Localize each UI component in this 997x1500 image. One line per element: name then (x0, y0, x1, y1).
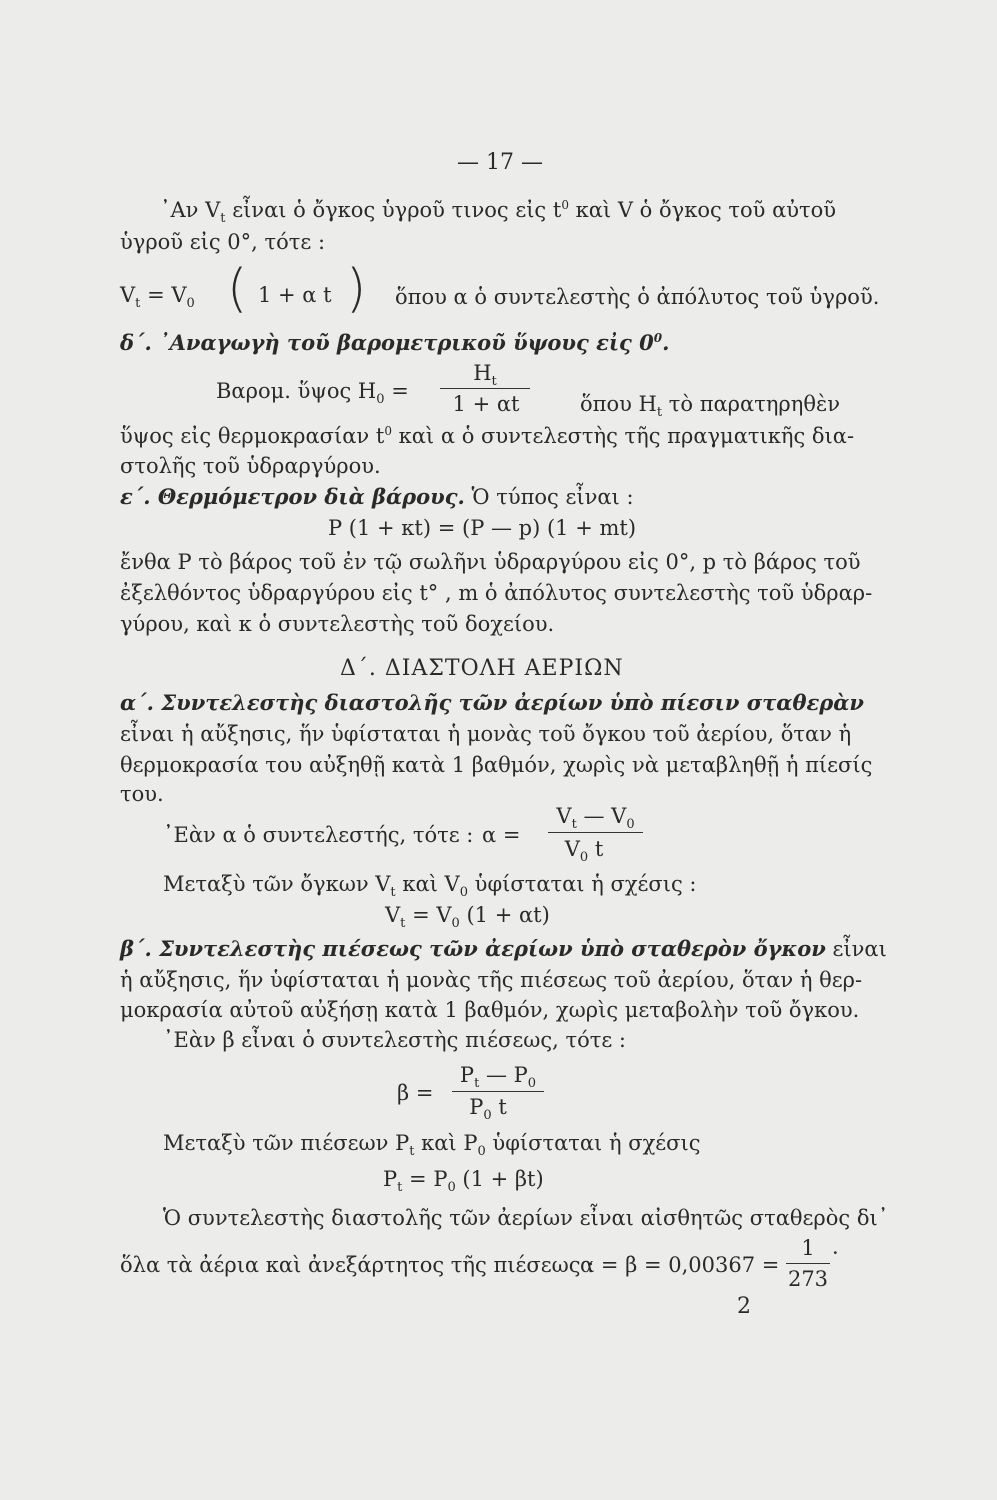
formula: Βαρομ. ὕψος $H_0$ = (216, 379, 409, 407)
text-line: μοκρασία αὐτοῦ αὐξήσῃ κατὰ 1 βαθμόν, χωρὶς μεταβολὴν τοῦ ὄγκου. (120, 998, 860, 1022)
paren-left: ( (227, 259, 248, 319)
paren-right: ) (346, 259, 367, 319)
fraction-denominator: 273 (787, 1267, 829, 1291)
subsection-heading: ε΄. Θερμόμετρον διὰ βάρους. Ὁ τύπος εἶναι : (120, 484, 634, 509)
formula-dot: · (832, 1241, 839, 1265)
formula: α = β = 0,00367 = (580, 1253, 780, 1277)
subsection-heading: α΄. Συντελεστὴς διαστολῆς τῶν ἀερίων ὑπὸ πίεσιν σταθερὰν (120, 690, 864, 715)
text-line: ᾿Εὰν α ὁ συντελεστής, τότε : (163, 823, 474, 847)
text-line: Ὁ συντελεστὴς διαστολῆς τῶν ἀερίων εἶναι αἰσθητῶς σταθερὸς δι᾿ (163, 1206, 889, 1230)
fraction-bar (548, 832, 643, 833)
text-line: στολῆς τοῦ ὑδραργύρου. (120, 454, 381, 478)
text-line: ᾿Εὰν β εἶναι ὁ συντελεστὴς πιέσεως, τότε : (163, 1028, 626, 1052)
fraction-numerator: 1 (801, 1236, 815, 1260)
page-header: — 17 — (457, 150, 543, 175)
text-line: θερμοκρασία του αὐξηθῇ κατὰ 1 βαθμόν, χωρὶς νὰ μεταβληθῇ ἡ πίεσίς (120, 753, 873, 777)
text-line: ἔνθα P τὸ βάρος τοῦ ἐν τῷ σωλῆνι ὑδραργύρου εἰς 0°, p τὸ βάρος τοῦ (120, 550, 861, 574)
page-footer-number: 2 (737, 1294, 751, 1319)
text-line: ὅπου α ὁ συντελεστὴς ὁ ἀπόλυτος τοῦ ὑγροῦ. (395, 285, 880, 309)
formula: $P_t = P_0$ (1 + βt) (383, 1167, 544, 1195)
fraction-denominator: $V_0$ t (564, 837, 604, 865)
formula: P (1 + κt) = (P — p) (1 + mt) (328, 516, 637, 540)
text-line: του. (120, 782, 164, 806)
text-line: ἡ αὔξησις, ἥν ὑφίσταται ἡ μονὰς τῆς πιέσεως τοῦ ἀερίου, ὅταν ἡ θερ- (120, 968, 863, 992)
text-line: ὅπου $H_t$ τὸ παρατηρηθὲν (580, 392, 841, 420)
text-line: ἐξελθόντος ὑδραργύρου εἰς t° , m ὁ ἀπόλυτος συντελεστὴς τοῦ ὑδραρ- (120, 581, 873, 605)
formula: β = (397, 1081, 434, 1105)
text-line: ὕψος εἰς θερμοκρασίαν $t^0$ καὶ α ὁ συντελεστὴς τῆς πραγματικῆς δια- (120, 424, 855, 448)
section-heading: Δ΄. ΔΙΑΣΤΟΛΗ ΑΕΡΙΩΝ (340, 656, 624, 681)
formula-inner: 1 + α t (258, 283, 332, 307)
text-line: ᾿Αν $V_t$ εἶναι ὁ ὄγκος ὑγροῦ τινος εἰς $t^0$ καὶ V ὁ ὄγκος τοῦ αὐτοῦ (160, 198, 837, 226)
fraction-denominator: $P_0$ t (469, 1095, 507, 1123)
text-line: γύρου, καὶ κ ὁ συντελεστὴς τοῦ δοχείου. (120, 612, 555, 636)
fraction-bar (440, 388, 530, 389)
subsection-heading: β΄. Συντελεστὴς πιέσεως τῶν ἀερίων ὑπὸ σταθερὸν ὄγκον εἶναι (120, 936, 887, 961)
formula: $V_t = V_0$ (120, 283, 195, 311)
formula: $V_t = V_0$ (1 + αt) (385, 903, 550, 931)
fraction-numerator: $V_t$ — $V_0$ (556, 804, 635, 832)
text-line: Μεταξὺ τῶν πιέσεων $P_t$ καὶ $P_0$ ὑφίσταται ἡ σχέσις (163, 1131, 701, 1159)
fraction-numerator: $P_t$ — $P_0$ (459, 1063, 537, 1091)
formula: α = (482, 823, 521, 847)
text-line: Μεταξὺ τῶν ὄγκων $V_t$ καὶ $V_0$ ὑφίσταται ἡ σχέσις : (163, 872, 697, 900)
fraction-bar (786, 1263, 830, 1264)
text-line: ὑγροῦ εἰς 0°, τότε : (120, 230, 326, 254)
fraction-denominator: 1 + αt (452, 392, 520, 416)
fraction-bar (452, 1091, 544, 1092)
text-line: ὅλα τὰ ἀέρια καὶ ἀνεξάρτητος τῆς πιέσεως : (120, 1253, 595, 1277)
text-line: εἶναι ἡ αὔξησις, ἥν ὑφίσταται ἡ μονὰς τοῦ ὄγκου τοῦ ἀερίου, ὅταν ἡ (120, 722, 852, 746)
fraction-numerator: $H_t$ (473, 361, 497, 389)
subsection-heading: δ΄. ᾿Αναγωγὴ τοῦ βαρομετρικοῦ ὕψους εἰς $0^0$. (120, 330, 670, 355)
